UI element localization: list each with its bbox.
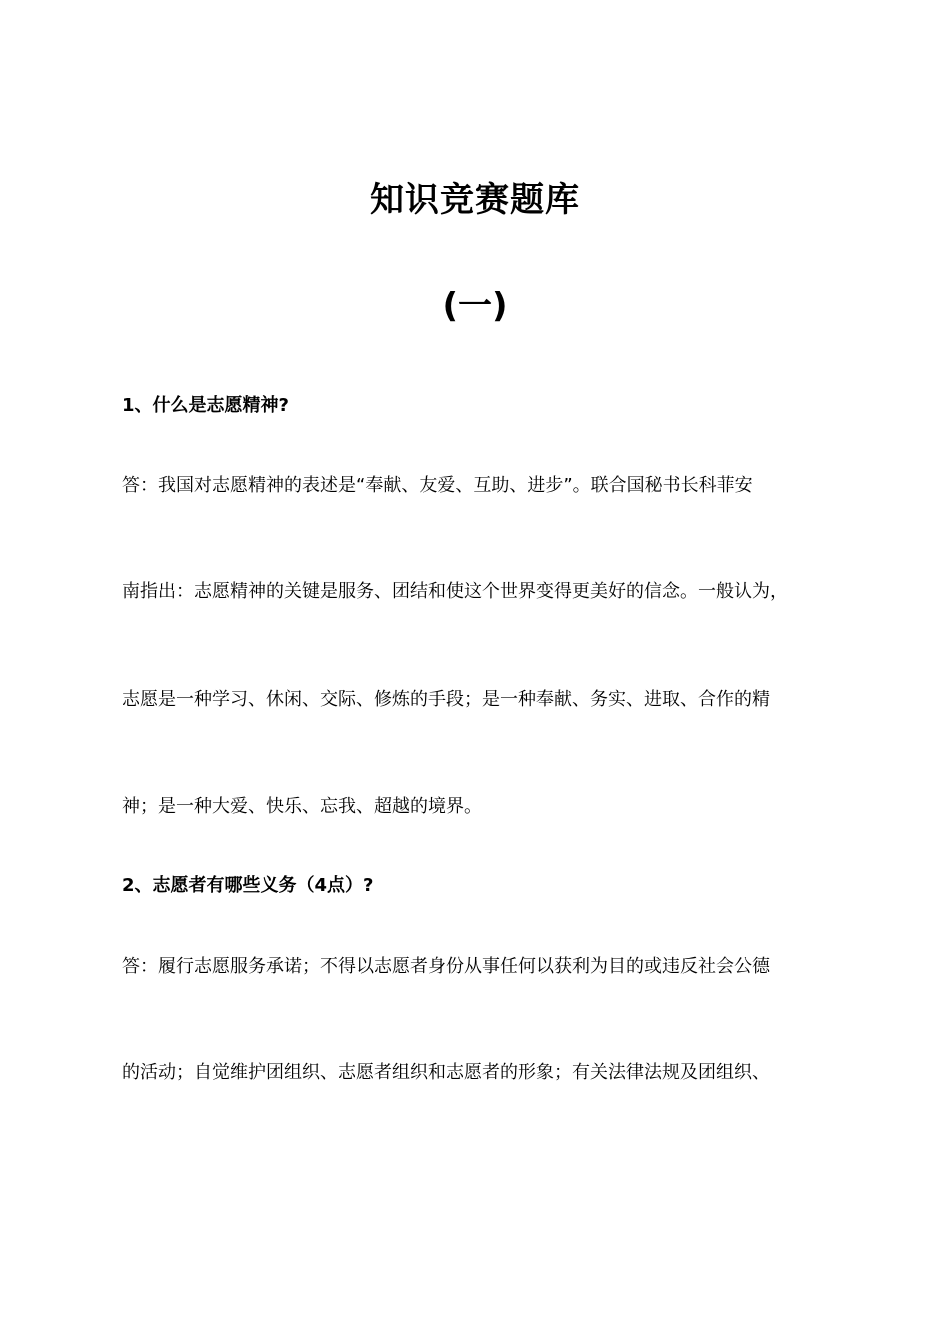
answer-1-line-1: 答：我国对志愿精神的表述是“奉献、友爱、互助、进步”。联合国秘书长科菲安 <box>122 475 753 496</box>
answer-2-line-2: 的活动；自觉维护团组织、志愿者组织和志愿者的形象；有关法律法规及团组织、 <box>122 1062 770 1083</box>
document-subtitle: (一) <box>442 286 508 326</box>
answer-1-line-4: 神；是一种大爱、快乐、忘我、超越的境界。 <box>122 796 482 817</box>
answer-2-line-1: 答：履行志愿服务承诺；不得以志愿者身份从事任何以获利为目的或违反社会公德 <box>122 956 770 977</box>
answer-1-line-3: 志愿是一种学习、休闲、交际、修炼的手段；是一种奉献、务实、进取、合作的精 <box>122 689 770 710</box>
question-2: 2、志愿者有哪些义务（4点）? <box>122 875 374 896</box>
document-title: 知识竞赛题库 <box>370 180 580 220</box>
question-1: 1、什么是志愿精神? <box>122 395 289 416</box>
answer-1-line-2: 南指出：志愿精神的关键是服务、团结和使这个世界变得更美好的信念。一般认为， <box>122 581 788 602</box>
